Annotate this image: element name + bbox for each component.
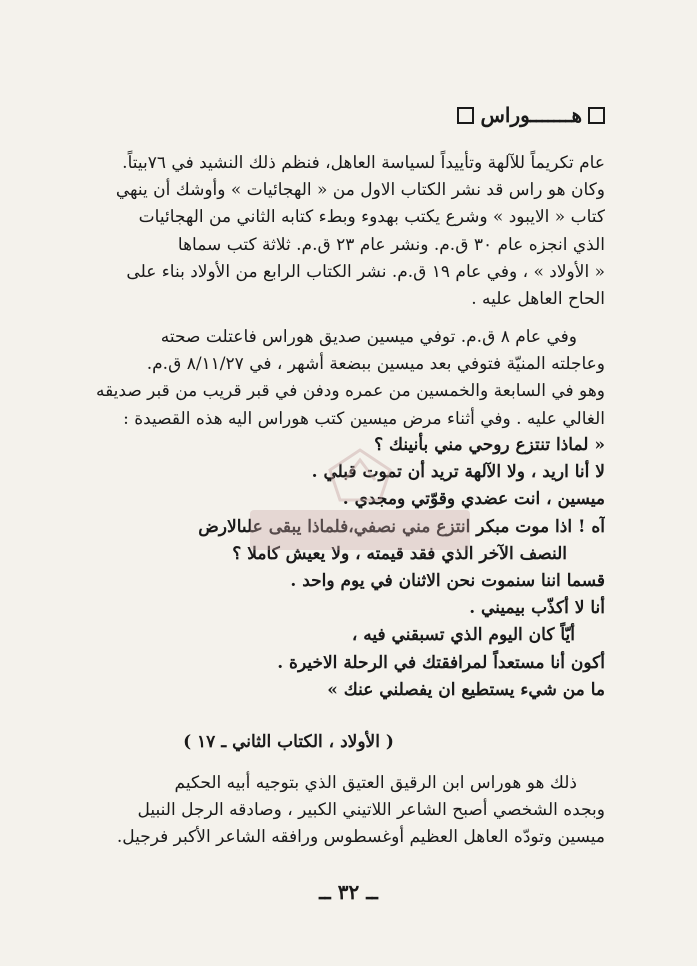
running-header: [455, 100, 605, 130]
poem-line: أيّاً كان اليوم الذي تسبقني فيه ،: [351, 625, 575, 646]
poem-block: [65, 432, 605, 704]
text-line: ذلك هو هوراس ابن الرقيق العتيق الذي بتوجيه أبيه الحكيم: [174, 773, 577, 793]
poem-line: أنا لا أكذّب بيميني .: [469, 598, 605, 619]
header-box-left: [457, 107, 474, 124]
text-line: وفي عام ٨ ق.م. توفي ميسين صديق هوراس فاعتلت صحته: [160, 327, 577, 347]
poem-line: « لماذا تنتزع روحي مني بأنينك ؟: [374, 435, 605, 455]
paragraph-1: [75, 150, 605, 313]
poem-line: النصف الآخر الذي فقد قيمته ، ولا يعيش كاملا ؟: [232, 543, 567, 564]
text-line: عام تكريماً للآلهة وتأييداً لسياسة العاهل، فنظم ذلك النشيد في ٧٦بيتاً.: [122, 153, 605, 173]
poem-line: لا أنا اريد ، ولا الآلهة تريد أن تموت قبلي .: [311, 462, 605, 483]
text-line: وهو في السابعة والخمسين من عمره ودفن في قبر قريب من قبر صديقه: [95, 381, 605, 402]
header-title: هـــــــوراس: [480, 103, 582, 127]
text-line: الذي انجزه عام ٣٠ ق.م. ونشر عام ٢٣ ق.م. ثلاثة كتب سماها: [177, 234, 605, 255]
paragraph-3: [75, 770, 605, 852]
poem-line: ميسين ، انت عضدي وقوّتي ومجدي .: [342, 489, 605, 510]
poem-line: قسما اننا سنموت نحن الاثنان في يوم واحد .: [290, 570, 605, 591]
text-line: كتاب « الايبود » وشرع يكتب بهدوء وبطء كتابه الثاني من الهجائيات: [138, 207, 605, 228]
paragraph-2: [75, 324, 605, 433]
text-line: ميسين وتودّه العاهل العظيم أوغسطوس ورافقه الشاعر الأكبر فرجيل.: [116, 827, 605, 848]
page-number: ــ ٣٢ ــ: [319, 880, 378, 904]
text-line: الغالي عليه . وفي أثناء مرض ميسين كتب هوراس اليه هذه القصيدة :: [123, 408, 605, 429]
poem-line: آه ! اذا موت مبكر انتزع مني نصفي،فلماذا يبقى علىالارض: [198, 516, 605, 537]
text-line: وكان هو راس قد نشر الكتاب الاول من « الهجائيات » وأوشك أن ينهي: [115, 180, 605, 201]
poem-line: أكون أنا مستعداً لمرافقتك في الرحلة الاخيرة .: [277, 652, 605, 673]
text-line: وعاجلته المنيّة فتوفي بعد ميسين ببضعة أشهر ، في ٨/١١/٢٧ ق.م.: [146, 354, 605, 375]
header-box-right: [588, 107, 605, 124]
text-line: « الأولاد » ، وفي عام ١٩ ق.م. نشر الكتاب الرابع من الأولاد بناء على: [126, 261, 605, 282]
poem-line: ما من شيء يستطيع ان يفصلني عنك »: [327, 679, 605, 700]
text-line: وبجده الشخصي أصبح الشاعر اللاتيني الكبير ، وصادقه الرجل النبيل: [137, 800, 605, 821]
text-line: الحاح العاهل عليه .: [471, 288, 605, 309]
poem-caption: ( الأولاد ، الكتاب الثاني ـ ١٧ ): [183, 732, 394, 752]
